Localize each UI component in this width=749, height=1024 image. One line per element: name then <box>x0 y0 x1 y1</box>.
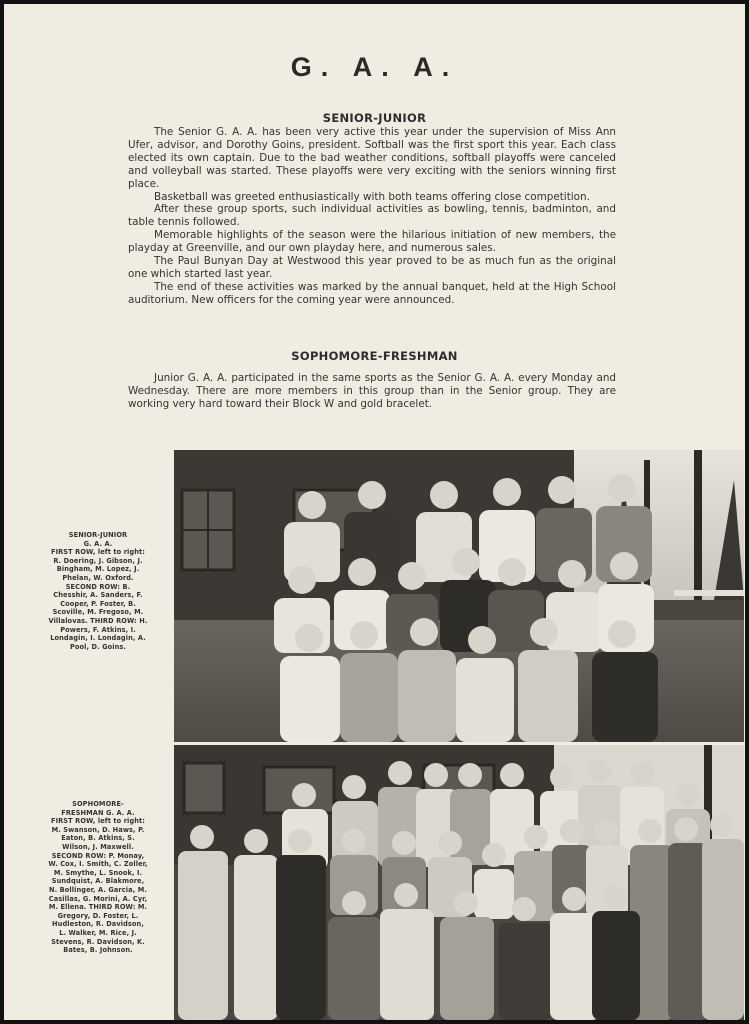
senior-junior-photo-caption <box>48 531 148 651</box>
caption-title: FRESHMAN G. A. A. <box>61 808 135 817</box>
caption-title: SOPHOMORE- <box>72 800 124 808</box>
yearbook-page <box>4 4 745 1020</box>
article-paragraph: The Senior G. A. A. has been very active this year under the supervision of Miss Ann Ufer, advisor, and Dorothy Goins, president. Softball was the first sport this year. Each class elected its own captain. Due to the bad weather conditions, softball playoffs were canceled and volleyball was started. These playoffs were very exciting with the seniors winning first place. <box>128 126 616 190</box>
senior-junior-article <box>128 126 616 307</box>
article-paragraph: After these group sports, such individual activities as bowling, tennis, badminton, and table tennis followed. <box>128 203 616 229</box>
article-paragraph: Memorable highlights of the season were the hilarious initiation of new members, the playday at Greenville, and our own playday here, and numerous sales. <box>128 229 616 255</box>
caption-title: G. A. A. <box>83 539 113 548</box>
article-paragraph: The Paul Bunyan Day at Westwood this year proved to be as much fun as the original one which started last year. <box>128 255 616 280</box>
article-paragraph: The end of these activities was marked by the annual banquet, held at the High School auditorium. New officers for the coming year were announced. <box>128 280 616 306</box>
sophomore-freshman-heading: SOPHOMORE-FRESHMAN <box>291 349 458 363</box>
senior-junior-group-photo <box>174 450 744 742</box>
sophomore-freshman-group-photo <box>174 745 744 1020</box>
senior-junior-heading: SENIOR-JUNIOR <box>322 111 427 125</box>
caption-body: FIRST ROW, left to right: R. Doering, J. Gibson, J. Bingham, M. Lopez, J. Phelan, W. Oxford. SECOND ROW: B. Chesshir, A. Sanders, F. Cooper, P. Foster, B. Scoville, M. Fregoso, M. Villalovas. THIRD ROW: H. Powers, F. Atkins, I. Londagin, I. Londagin, A. Pool, D. Goins. <box>48 548 148 651</box>
page-title: G. A. A. <box>290 52 459 82</box>
article-paragraph: Basketball was greeted enthusiastically with both teams offering close competition. <box>154 190 590 203</box>
caption-body: FIRST ROW, left to right: M. Swanson, D. Haws, P. Eaton, B. Atkins, S. Wilson, J. Maxwell. SECOND ROW: P. Monay, W. Cox, I. Smith, C. Zoller, M. Smythe, L. Snook, I. Sundquist, A. Blakmore, N. Bollinger, A. Garcia, M. Casillas, G. Morini, A. Cyr, M. Ellena. THIRD ROW: M. Gregory, D. Foster, L. Hudleston, R. Davidson, L. Walker, M. Rice, J. Stevens, R. Davidson, K. Bates, B. Johnson. <box>48 817 148 955</box>
sophomore-freshman-article <box>128 372 616 411</box>
caption-title: SENIOR-JUNIOR <box>68 531 128 539</box>
article-paragraph: Junior G. A. A. participated in the same sports as the Senior G. A. A. every Monday and Wednesday. There are more members in this group than in the Senior group. They are working very hard toward their Block W and gold bracelet. <box>128 372 616 410</box>
sophomore-freshman-photo-caption <box>48 800 148 955</box>
